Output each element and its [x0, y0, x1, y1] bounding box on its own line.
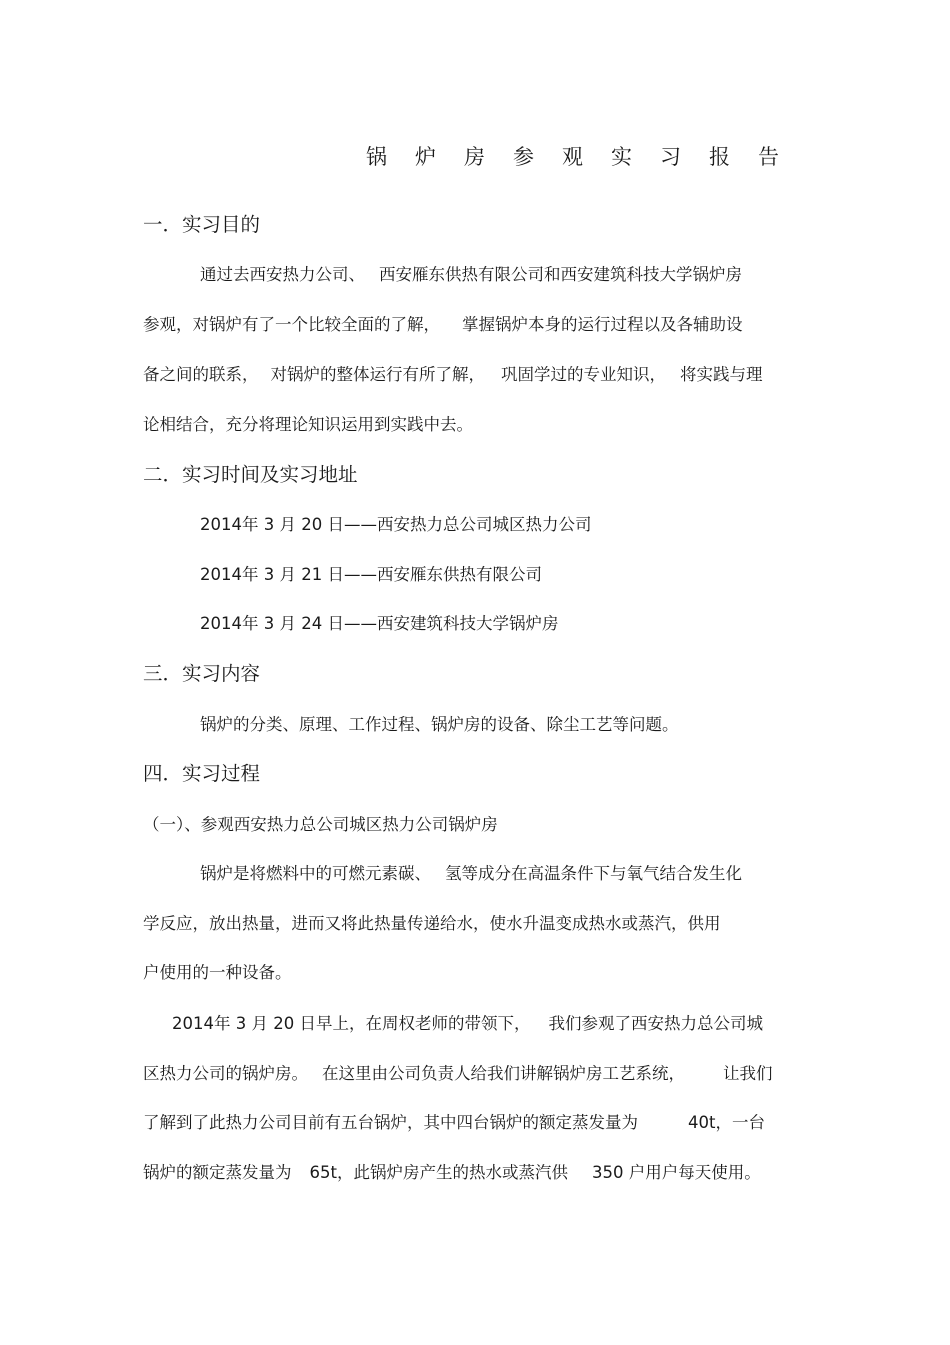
- paragraph-line: 通过去西安热力公司、 西安雁东供热有限公司和西安建筑科技大学锅炉房: [200, 265, 742, 284]
- paragraph-line: 2014年 3 月 20 日早上，在周权老师的带领下， 我们参观了西安热力总公司城: [172, 1014, 763, 1033]
- list-item: 2014年 3 月 20 日——西安热力总公司城区热力公司: [200, 515, 592, 534]
- paragraph-line: 锅炉是将燃料中的可燃元素碳、 氢等成分在高温条件下与氧气结合发生化: [200, 864, 742, 883]
- section-heading-time-location: 二．实习时间及实习地址: [143, 463, 358, 486]
- paragraph-line: 参观，对锅炉有了一个比较全面的了解， 掌握锅炉本身的运行过程以及各辅助设: [143, 315, 743, 334]
- paragraph-line: 备之间的联系， 对锅炉的整体运行有所了解， 巩固学过的专业知识， 将实践与理: [143, 365, 763, 384]
- document-title: 锅炉房参观实习报告: [366, 145, 807, 169]
- list-item: 2014年 3 月 21 日——西安雁东供热有限公司: [200, 565, 542, 584]
- paragraph-line: 了解到了此热力公司目前有五台锅炉，其中四台锅炉的额定蒸发量为 40t，一台: [143, 1113, 765, 1132]
- section-heading-process: 四．实习过程: [143, 762, 261, 785]
- paragraph-line: 区热力公司的锅炉房。 在这里由公司负责人给我们讲解锅炉房工艺系统， 让我们: [143, 1064, 773, 1083]
- paragraph-line: 户使用的一种设备。: [143, 963, 292, 982]
- paragraph-line: 锅炉的额定蒸发量为 65t，此锅炉房产生的热水或蒸汽供 350 户用户每天使用。: [143, 1163, 761, 1182]
- subsection-heading: （一）、参观西安热力总公司城区热力公司锅炉房: [143, 815, 498, 834]
- paragraph-line: 锅炉的分类、原理、工作过程、锅炉房的设备、除尘工艺等问题。: [200, 715, 679, 734]
- paragraph-line: 学反应，放出热量，进而又将此热量传递给水，使水升温变成热水或蒸汽，供用: [143, 914, 721, 933]
- section-heading-content: 三．实习内容: [143, 662, 261, 685]
- paragraph-line: 论相结合，充分将理论知识运用到实践中去。: [143, 415, 473, 434]
- list-item: 2014年 3 月 24 日——西安建筑科技大学锅炉房: [200, 614, 559, 633]
- section-heading-purpose: 一．实习目的: [143, 213, 261, 236]
